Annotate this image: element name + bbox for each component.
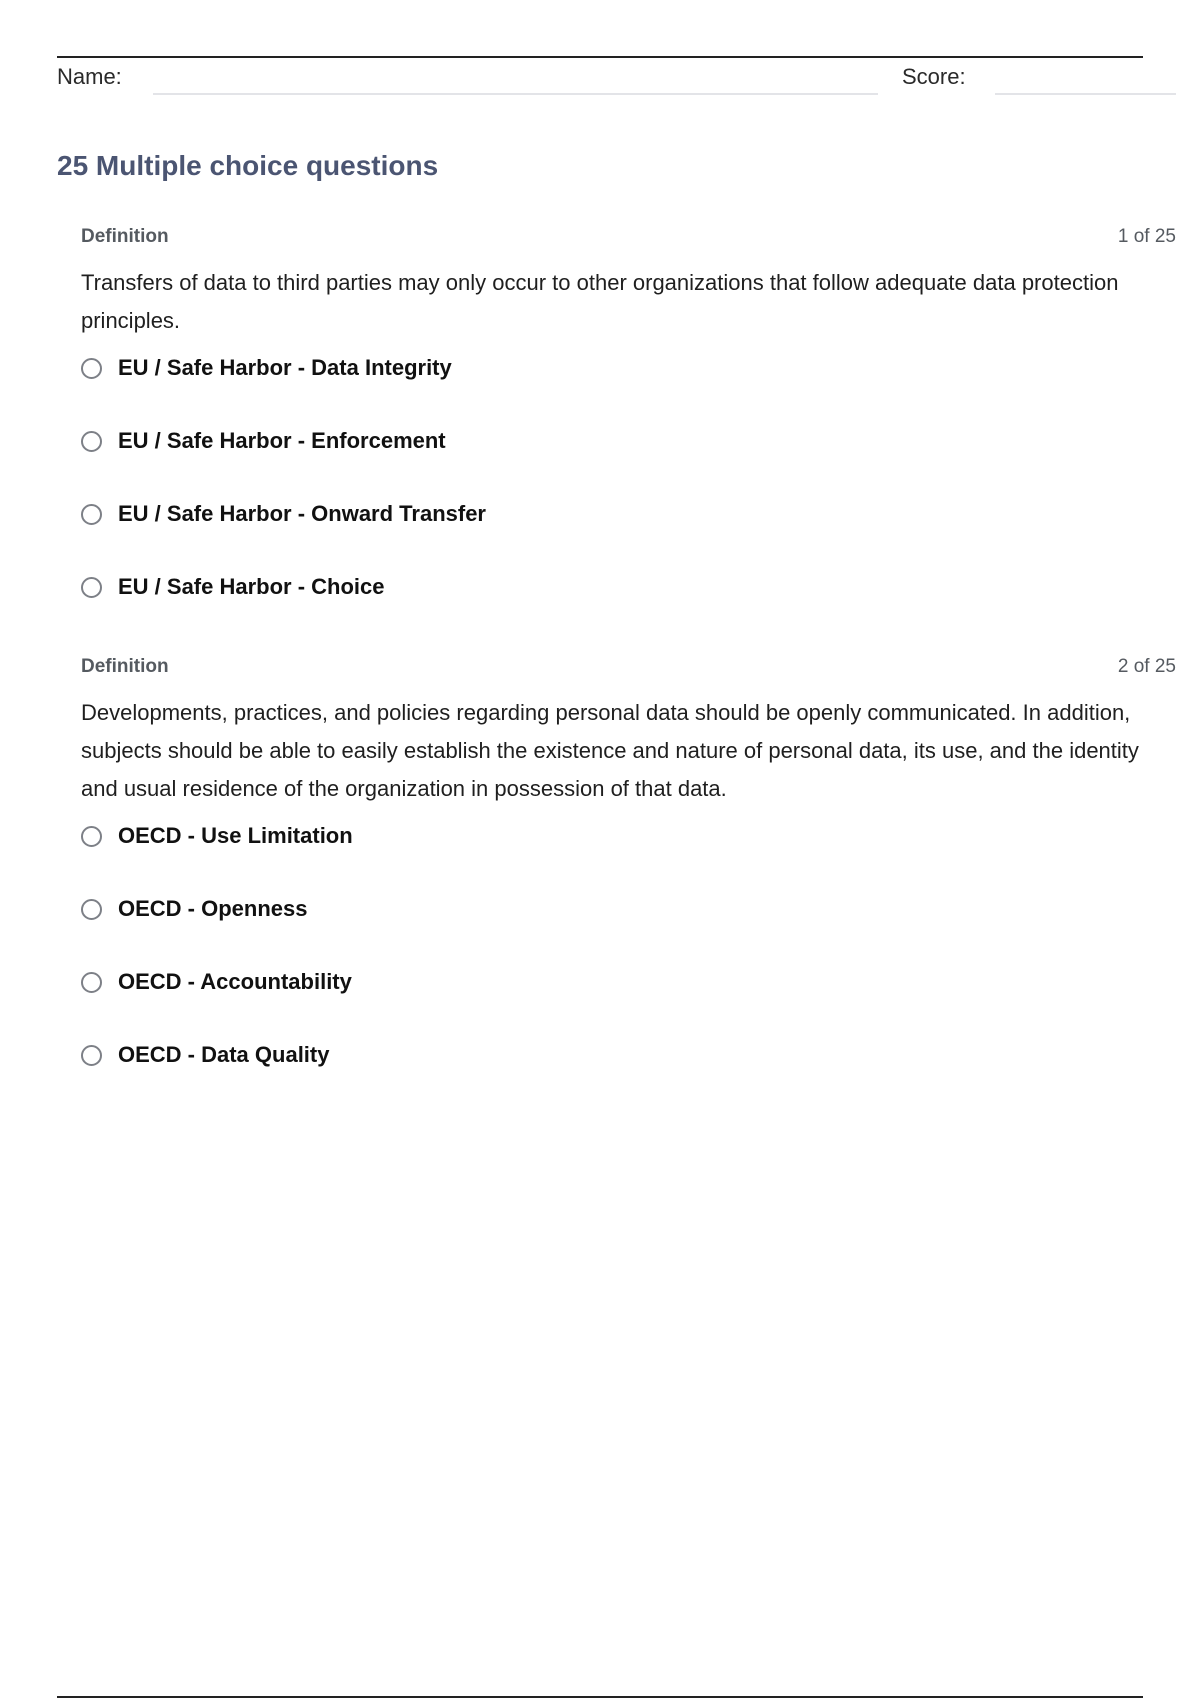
section-title: 25 Multiple choice questions bbox=[57, 150, 439, 181]
radio-button-icon[interactable] bbox=[81, 1045, 102, 1066]
answer-option[interactable] bbox=[81, 501, 1176, 574]
answer-option[interactable] bbox=[81, 896, 1176, 969]
option-label: OECD - Accountability bbox=[118, 969, 352, 994]
answer-option[interactable] bbox=[81, 969, 1176, 1042]
top-divider bbox=[57, 56, 1143, 58]
option-label: EU / Safe Harbor - Choice bbox=[118, 574, 385, 599]
bottom-divider bbox=[57, 1696, 1143, 1698]
option-label: OECD - Use Limitation bbox=[118, 823, 353, 848]
question-1 bbox=[81, 226, 1176, 647]
question-header bbox=[81, 656, 1176, 682]
answer-option[interactable] bbox=[81, 574, 1176, 647]
question-type: Definition bbox=[81, 226, 169, 247]
option-label: OECD - Data Quality bbox=[118, 1042, 330, 1067]
answer-options bbox=[81, 355, 1176, 647]
question-text: Developments, practices, and policies regarding personal data should be openly communicated. In addition, subjects should be able to easily establish the existence and nature of personal data, its use, and the identity and usual residence of the organization in possession of that data. bbox=[81, 700, 1139, 801]
radio-button-icon[interactable] bbox=[81, 577, 102, 598]
answer-options bbox=[81, 823, 1176, 1115]
question-header bbox=[81, 226, 1176, 252]
question-type: Definition bbox=[81, 656, 169, 677]
radio-button-icon[interactable] bbox=[81, 504, 102, 525]
radio-button-icon[interactable] bbox=[81, 899, 102, 920]
question-counter: 1 of 25 bbox=[1117, 226, 1176, 247]
name-label: Name: bbox=[57, 64, 122, 89]
answer-option[interactable] bbox=[81, 355, 1176, 428]
score-label: Score: bbox=[902, 64, 966, 89]
answer-option[interactable] bbox=[81, 1042, 1176, 1115]
question-counter: 2 of 25 bbox=[1117, 656, 1176, 677]
answer-option[interactable] bbox=[81, 823, 1176, 896]
option-label: EU / Safe Harbor - Onward Transfer bbox=[118, 501, 486, 526]
option-label: OECD - Openness bbox=[118, 896, 308, 921]
name-field[interactable] bbox=[153, 93, 878, 95]
score-field[interactable] bbox=[995, 93, 1176, 95]
radio-button-icon[interactable] bbox=[81, 358, 102, 379]
question-2 bbox=[81, 656, 1176, 1115]
answer-option[interactable] bbox=[81, 428, 1176, 501]
radio-button-icon[interactable] bbox=[81, 972, 102, 993]
option-label: EU / Safe Harbor - Data Integrity bbox=[118, 355, 452, 380]
radio-button-icon[interactable] bbox=[81, 826, 102, 847]
radio-button-icon[interactable] bbox=[81, 431, 102, 452]
option-label: EU / Safe Harbor - Enforcement bbox=[118, 428, 446, 453]
worksheet-header bbox=[57, 62, 1177, 102]
question-text: Transfers of data to third parties may only occur to other organizations that follow adequate data protection principles. bbox=[81, 270, 1119, 333]
